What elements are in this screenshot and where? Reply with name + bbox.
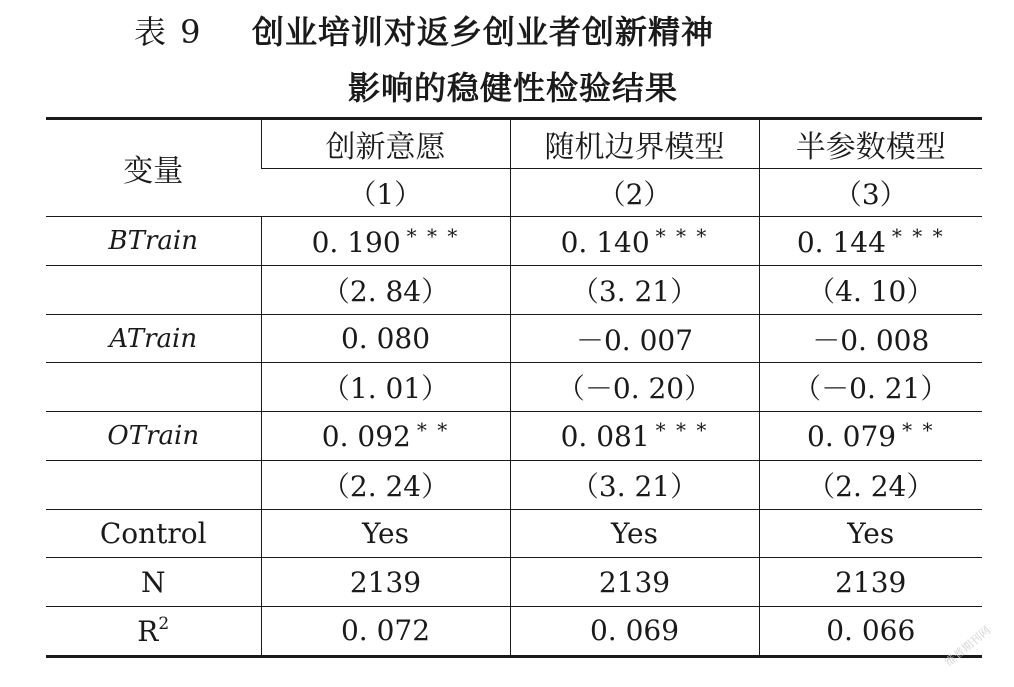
- cell-value: 2139: [835, 565, 907, 599]
- row-label-superscript: 2: [158, 613, 170, 634]
- cell-value: 0. 092: [321, 420, 411, 454]
- cell-value: Yes: [362, 516, 409, 550]
- table-cell: [510, 606, 759, 656]
- table-cell: [261, 266, 510, 315]
- table-row: [46, 460, 982, 509]
- cell-value: （2. 24）: [807, 469, 935, 503]
- row-label-text: N: [141, 565, 166, 599]
- row-label: [46, 266, 261, 315]
- row-label-text: OTrain: [107, 420, 200, 451]
- table-row: [46, 314, 982, 363]
- table-cell: [759, 266, 982, 315]
- column-number: （3）: [759, 168, 982, 217]
- cell-value: 0. 066: [826, 614, 916, 648]
- row-label-text: R: [137, 614, 159, 648]
- table-cell: [759, 363, 982, 412]
- table-cell: [759, 509, 982, 558]
- row-label: [46, 217, 261, 266]
- table-row: [46, 509, 982, 558]
- significance-stars: * *: [902, 418, 935, 443]
- table-cell: [510, 412, 759, 461]
- row-label: [46, 606, 261, 656]
- row-label: [46, 460, 261, 509]
- cell-value: （2. 24）: [321, 469, 450, 503]
- column-number: （2）: [510, 168, 759, 217]
- table-title-line-2: 影响的稳健性检验结果: [347, 69, 678, 107]
- cell-value: （3. 21）: [570, 274, 699, 308]
- row-label: [46, 412, 261, 461]
- column-header: 半参数模型: [759, 119, 982, 169]
- cell-value: （－0. 21）: [793, 372, 949, 406]
- significance-stars: * *: [416, 418, 450, 443]
- cell-value: （4. 10）: [807, 274, 935, 308]
- significance-stars: * * *: [655, 223, 709, 248]
- cell-value: 0. 072: [340, 614, 431, 648]
- row-label-text: BTrain: [108, 226, 198, 257]
- table-cell: [510, 314, 759, 363]
- cell-value: 2139: [349, 565, 422, 599]
- variable-header: 变量: [46, 119, 261, 217]
- cell-value: 0. 190: [311, 225, 401, 259]
- table-cell: [261, 558, 510, 607]
- significance-stars: * * *: [891, 223, 945, 248]
- cell-value: －0. 007: [575, 323, 694, 357]
- table-row: [46, 217, 982, 266]
- table-cell: [759, 606, 982, 656]
- table-cell: [510, 558, 759, 607]
- cell-value: 0. 069: [589, 614, 680, 648]
- table-cell: [261, 314, 510, 363]
- cell-value: （3. 21）: [570, 469, 699, 503]
- table-cell: [759, 314, 982, 363]
- column-header: 创新意愿: [261, 119, 510, 169]
- cell-value: 0. 144: [796, 225, 886, 259]
- cell-value: （－0. 20）: [556, 372, 713, 406]
- table-row: [46, 412, 982, 461]
- table-cell: [759, 558, 982, 607]
- cell-value: Yes: [847, 516, 895, 550]
- cell-value: 0. 079: [807, 420, 897, 454]
- row-label-text: Control: [99, 516, 207, 550]
- table-title: 创业培训对返乡创业者创新精神: [252, 13, 715, 51]
- results-table-body: [46, 119, 982, 657]
- table-cell: [261, 460, 510, 509]
- table-number: 表 9: [134, 13, 203, 51]
- cell-value: （1. 01）: [321, 372, 450, 406]
- row-label: [46, 558, 261, 607]
- cell-value: 0. 140: [560, 225, 650, 259]
- table-cell: [261, 363, 510, 412]
- column-header: 随机边界模型: [510, 119, 759, 169]
- cell-value: 0. 081: [560, 420, 650, 454]
- table-cell: [510, 217, 759, 266]
- cell-value: 0. 080: [340, 322, 431, 356]
- row-label-text: ATrain: [109, 323, 198, 354]
- table-cell: [510, 509, 759, 558]
- table-cell: [510, 460, 759, 509]
- significance-stars: * * *: [406, 223, 460, 248]
- table-cell: [759, 460, 982, 509]
- table-cell: [510, 266, 759, 315]
- cell-value: 2139: [598, 565, 671, 599]
- table-row: [46, 558, 982, 607]
- cell-value: （2. 84）: [321, 274, 450, 308]
- table-row: [46, 266, 982, 315]
- row-label: [46, 363, 261, 412]
- row-label: [46, 509, 261, 558]
- watermark: 维普期刊网: [942, 623, 994, 670]
- table-cell: [759, 412, 982, 461]
- results-table: [46, 117, 982, 658]
- column-number: （1）: [261, 168, 510, 217]
- table-cell: [261, 509, 510, 558]
- table-row: [46, 363, 982, 412]
- table-cell: [261, 606, 510, 656]
- table-cell: [261, 217, 510, 266]
- header-row: [46, 119, 982, 169]
- significance-stars: * * *: [655, 418, 709, 443]
- table-cell: [759, 217, 982, 266]
- row-label: [46, 314, 261, 363]
- cell-value: Yes: [611, 516, 658, 550]
- table-cell: [261, 412, 510, 461]
- table-cell: [510, 363, 759, 412]
- table-row: [46, 606, 982, 656]
- cell-value: －0. 008: [812, 323, 930, 357]
